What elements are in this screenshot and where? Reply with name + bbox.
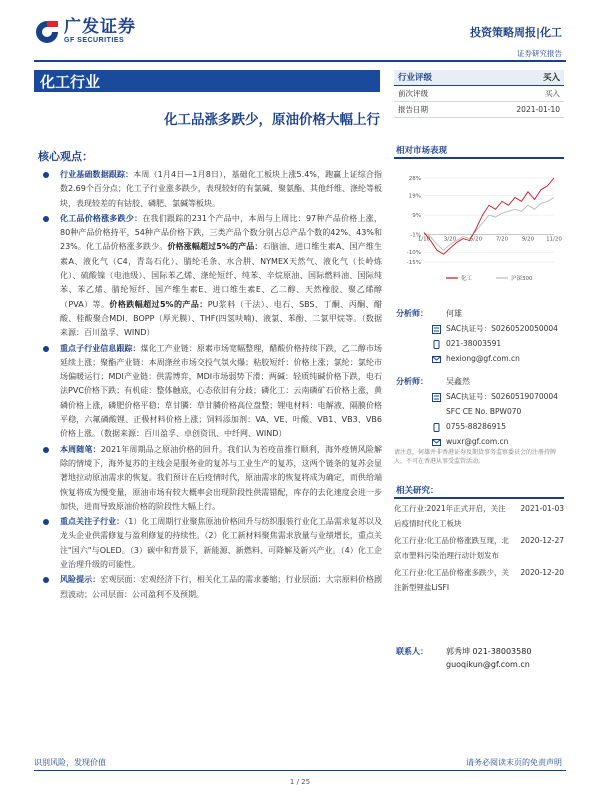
- report-date-value: 2021-01-10: [516, 105, 560, 114]
- analyst-disclaimer: 请注意，何雄并非香港证券及期货事务监察委员会的注册持牌人，不可在香港从事受监管活动。: [394, 449, 557, 465]
- email-icon: [432, 437, 441, 446]
- bullet-dot-icon: [43, 172, 49, 178]
- certificate-icon: [432, 324, 441, 333]
- gf-logo: [34, 18, 136, 45]
- bullet-lead: 重点子行业信息跟踪：: [60, 343, 141, 353]
- analyst-email-row: [394, 434, 564, 449]
- analyst-name: 吴鑫然: [446, 377, 470, 386]
- x-tick-label: 1/10: [417, 236, 431, 243]
- relative-performance-chart: [394, 170, 564, 290]
- report-title: 化工品涨多跌少，原油价格大幅上行: [164, 112, 380, 128]
- prev-rating-label: 前次评级: [398, 89, 428, 98]
- analyst-email: hexiong@gf.com.cn: [446, 354, 520, 363]
- analyst-phone-row: [394, 336, 564, 351]
- x-tick-label: 7/20: [495, 236, 509, 243]
- bullet-text: 在我们跟踪的231个产品中，本周与上周比：97种产品价格上涨，80种产品价格持平，54种产品价格下跌，三类产品个数分别占总产品个数的42%、43%和23%。化工品价格涨多跌少。: [60, 213, 382, 252]
- bullet-emphasis: 价格跌幅超过5%的产品：: [109, 299, 208, 309]
- bullet-text: 宏观层面：宏观经济下行，相关化工品的需求萎缩；行业层面：大宗原料价格剧烈波动；公司层面：公司盈利不及预期。: [60, 575, 383, 599]
- bullet-text: 石脑油、进口维生素A、国产维生素A、液化气（C4，青岛石化）、腈纶毛条、水合肼、NYMEX天然气、液化气（长岭炼化）、硫酸镍（电池级）、国际苯乙烯、涤纶短纤、纯苯、辛烷原油、国际燃料油、国际纯苯、苯乙烯、腈纶短纤、国产维生素E、进口维生素E、乙二醇、天然橡胶、聚乙烯醇（PVA）等。: [60, 242, 382, 309]
- core-views-body: [38, 168, 382, 602]
- page-header: [0, 0, 600, 62]
- bullet-text: PU浆料（干法）、电石、SBS、丁酮、丙酮、醋酸、桂酸聚合MDI、BOPP（厚光膜）、THF(四氢呋喃)、液氯、苯酚、二氯甲烷等。（数据来源：百川盈孚、WIND）: [60, 299, 382, 338]
- contact-email: guoqikun@gf.com.cn: [446, 660, 530, 669]
- bullet-dot-icon: [43, 216, 49, 222]
- y-tick-label: -10%: [406, 250, 421, 257]
- bullet-lead: 行业基础数据跟踪：: [60, 170, 134, 179]
- legend-label: 沪深300: [511, 276, 533, 282]
- related-research-list: [394, 502, 564, 598]
- bullet-text: 2021年周期品之原油价格的回升。我们认为若疫苗推行顺利，海外疫情风险解除的情境下，海外复苏的主线会是服务业的复苏与工业生产的复苏，这两个链条的复苏会显著地拉动原油需求的恢复。我们预计在后疫情时代，原油需求的恢复将成为确定，而供给端恢复将成为慢变量，原油市场有较大概率会出现阶段性供需错配，库存的去化速度会进一步加快，进而导致原油价格的阶段性大幅上行。: [60, 444, 383, 511]
- analyst-cert-row: [394, 321, 564, 336]
- analyst-name-row: [394, 374, 564, 389]
- related-date: 2020-12-27: [520, 536, 564, 545]
- list-item: [38, 573, 382, 602]
- analyst-cert-row: [394, 389, 564, 404]
- chart-svg: [394, 170, 564, 290]
- chart-heading-divider: [394, 157, 564, 159]
- analyst-cert: SAC执证号：S0260519070004: [446, 392, 558, 401]
- logo-en-text: GF SECURITIES: [64, 37, 125, 44]
- rating-label: 行业评级: [398, 73, 433, 83]
- gf-logo-mark-icon: [34, 19, 60, 45]
- analyst-sfc-row: [394, 404, 564, 419]
- y-tick-label: -1%: [410, 232, 421, 239]
- list-item[interactable]: [394, 566, 564, 595]
- phone-icon: [432, 339, 441, 348]
- y-tick-label: 9%: [412, 213, 421, 220]
- related-title[interactable]: 化工行业:化工品价格涨多跌少，关注新型锂盐LiSFI: [394, 568, 510, 592]
- list-item: [38, 212, 382, 341]
- analyst-phone: 0755-88286915: [446, 422, 506, 431]
- footer-disclaimer: 请务必阅读末页的免责声明: [466, 758, 562, 767]
- bullet-lead: 本周随笔：: [60, 444, 101, 454]
- y-tick-label: 28%: [408, 176, 421, 182]
- bullet-text: 煤化工产业链：原素市场宽幅整理，醋酸价格持续下跌，乙二醇市场延续上涨；聚酯产业链：本周涤丝市场交投气氛火爆；粘胶短纤：价格上涨；氯纶：氯纶市场偏暖运行；MDI产业链：供需博弈，MDI市场弱势下滑；两碱：轻质纯碱价格下跌，电石法PVC价格下跌；有机硅：整体触底，心态依旧有分歧；磷化工：云南磷矿石价格上涨，黄磷价格上涨，磷肥价格平稳；草甘膦：草甘膦价格高位盘整；锂电材料：电解液、隔膜价格平稳，六氟磷酸锂、正极材料价格上涨；饲料添加剂：VA、VE、叶酸、VB1、VB3、VB6价格上涨。（数据来源：百川盈孚、卓创资讯、中纤网、WIND）: [60, 343, 382, 439]
- analyst-sfc-cert: SFC CE No. BPW070: [446, 407, 522, 416]
- bullet-dot-icon: [43, 519, 49, 525]
- core-views-heading: 核心观点：: [38, 150, 93, 163]
- list-item: [38, 443, 382, 514]
- analyst-label: 分析师：: [396, 309, 428, 318]
- analyst-email: wuxr@gf.com.cn: [446, 437, 509, 446]
- analyst-cert: SAC执证号：S0260520050004: [446, 324, 558, 333]
- related-title[interactable]: 化工行业:化工品价格涨跌互现，北京市塑料污染治理行动计划发布: [394, 536, 510, 560]
- series-line-化工: [424, 178, 554, 254]
- report-date-label: 报告日期: [398, 105, 428, 114]
- related-heading: 相关研究：: [396, 486, 439, 496]
- contact-label: 联系人：: [396, 647, 428, 656]
- list-item[interactable]: [394, 502, 564, 531]
- list-item: [38, 515, 382, 572]
- footer-slogan: 识别风险，发现价值: [34, 758, 106, 767]
- related-date: 2020-12-20: [520, 568, 564, 577]
- analyst-block-2: [394, 374, 564, 449]
- x-tick-label: 3/20: [443, 236, 457, 243]
- bullet-emphasis: 价格涨幅超过5%的产品：: [167, 242, 263, 252]
- header-divider: [34, 60, 566, 62]
- bullet-lead: 风险提示：: [60, 575, 101, 585]
- list-item: [38, 342, 382, 442]
- list-item[interactable]: [394, 534, 564, 563]
- report-date-row: [394, 102, 564, 118]
- analyst-phone-row: [394, 419, 564, 434]
- industry-name: 化工行业: [40, 73, 101, 91]
- phone-icon: [432, 422, 441, 431]
- x-tick-label: 5/20: [469, 236, 483, 243]
- contact-name: 郭秀坤 021-38003580: [446, 647, 532, 656]
- footer-divider: [34, 770, 566, 771]
- bullet-dot-icon: [43, 577, 49, 583]
- logo-cn-text: 广发证券: [64, 17, 136, 37]
- bullet-dot-icon: [43, 447, 49, 453]
- industry-banner: [34, 70, 380, 92]
- related-date: 2021-01-03: [520, 504, 564, 513]
- y-tick-label: -15%: [406, 260, 421, 266]
- rating-table: [394, 70, 564, 118]
- x-tick-label: 11/20: [546, 236, 562, 243]
- analyst-phone: 021-38003591: [446, 339, 502, 348]
- list-item: [38, 168, 382, 211]
- x-tick-label: 9/20: [521, 236, 535, 243]
- email-icon: [432, 354, 441, 363]
- bullet-text: （1）化工周期行业聚焦原油价格回升与纺织服装行业化工品需求复苏以及龙头企业供需修复与盈利修复的持续性。（2）化工新材料聚焦需求放量与业绩增长，重点关注"国六"与OLED。（3）碳中和背景下，新能源、新燃料、可降解及新兴产业。（4）化工企业治理升级的可能性。: [60, 517, 382, 570]
- analyst-name-row: [394, 306, 564, 321]
- analyst-label: 分析师：: [396, 377, 428, 386]
- bullet-lead: 重点关注子行业：: [60, 517, 125, 527]
- chart-heading: 相对市场表现: [396, 146, 448, 156]
- analyst-block-1: [394, 306, 564, 366]
- rating-row: [394, 70, 564, 86]
- rating-panel: [394, 70, 564, 118]
- legend-label: 化工: [461, 276, 473, 282]
- certificate-icon: [432, 392, 441, 401]
- analyst-name: 何雄: [446, 309, 462, 318]
- page-number: 1 / 25: [289, 778, 311, 786]
- related-title[interactable]: 化工行业:2021年正式开启，关注后疫情时代化工板块: [394, 504, 506, 528]
- prev-rating-value: 买入: [545, 89, 560, 98]
- related-heading-divider: [394, 497, 564, 499]
- bullet-text: 本周（1月4日—1月8日），基础化工板块上涨5.4%，跑赢上证综合指数2.69个百分点；化工子行业涨多跌少，表现较好的有氯碱、聚氨酯、其他纤维、涤纶等板块，表现较差的有钴胶、磷肥、氯碱等板块。: [60, 170, 383, 208]
- rating-value: 买入: [542, 73, 560, 83]
- report-type: 投资策略周报|化工: [469, 26, 562, 39]
- bullet-lead: 化工品价格涨多跌少：: [60, 213, 143, 223]
- analyst-email-row: [394, 351, 564, 366]
- prev-rating-row: [394, 86, 564, 102]
- bullet-dot-icon: [43, 346, 49, 352]
- y-tick-label: 19%: [408, 193, 421, 200]
- report-category: 证券研究报告: [517, 49, 562, 58]
